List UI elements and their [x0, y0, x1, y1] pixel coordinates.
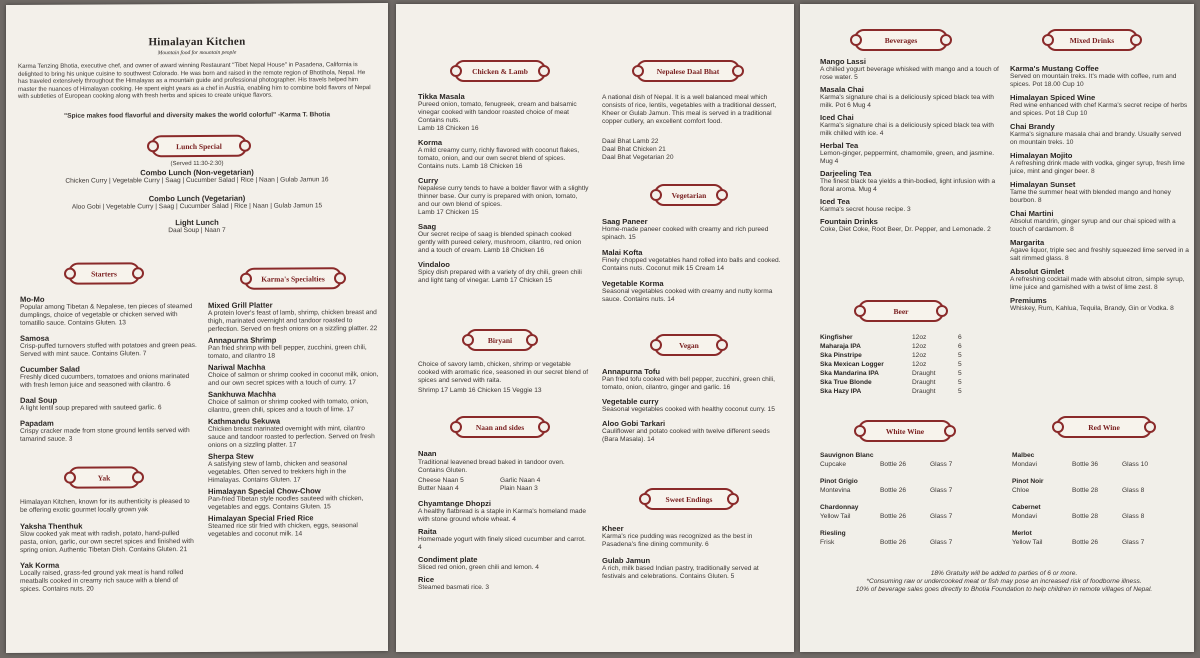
light-lunch-title: Light Lunch — [175, 217, 219, 228]
menu-item-desc: Choice of salmon or shrimp cooked in coconut milk, onion, and our own secret spices with a touch of curry. 17 — [208, 371, 379, 387]
menu-item — [208, 451, 380, 485]
beer-price: 5 — [958, 379, 962, 386]
menu-item-desc: A refreshing cocktail made with absolut citron, simple syrup, lime juice and garnished with a twist of lime zest. 8 — [1010, 276, 1185, 291]
menu-item — [602, 248, 782, 273]
menu-item-desc: Karma's signature masala chai and brandy. Usually served on mountain treks. 10 — [1010, 131, 1182, 146]
menu-item-desc: Pan-fried Tibetan style noodles sauteed with chicken, vegetables and eggs. Contains Gluten. 15 — [208, 495, 364, 511]
menu-item-name: Daal Soup — [20, 395, 58, 405]
beer-price: 5 — [958, 370, 962, 377]
menu-item-name: Cucumber Salad — [20, 364, 80, 374]
yak-intro: Himalayan Kitchen, known for its authenticity is pleased to be offering exotic gourmet locally grown yak — [20, 498, 190, 514]
menu-item-desc: Lemon-ginger, peppermint, chamomile, green, and jasmine. Mug 4 — [820, 150, 995, 165]
menu-item — [602, 279, 782, 304]
menu-item-name: Himalayan Sunset — [1010, 180, 1076, 189]
menu-item — [1010, 267, 1190, 292]
vegetarian-badge: Vegetarian — [654, 184, 724, 206]
wine-glass-price: Glass 8 — [1122, 487, 1145, 494]
menu-panel-left — [6, 3, 388, 653]
menu-item-name: Curry — [418, 176, 439, 185]
menu-item — [602, 367, 782, 392]
wine-name: Pinot Noir — [1012, 478, 1044, 485]
menu-item-desc: Red wine enhanced with chef Karma's secret recipe of herbs and spices. Pot 18 Cup 10 — [1010, 102, 1188, 117]
white-wine-list — [820, 452, 990, 552]
beverages-badge: Beverages — [854, 29, 948, 51]
menu-item-name: Sankhuwa Machha — [208, 389, 276, 399]
wine-name: Riesling — [820, 530, 846, 537]
chicken-lamb-badge: Chicken & Lamb — [454, 60, 546, 82]
menu-item — [1010, 122, 1190, 147]
menu-item-name: Masala Chai — [820, 85, 864, 94]
menu-item-name: Chyamtange Dhopzi — [418, 499, 491, 508]
combo-veg-title: Combo Lunch (Vegetarian) — [148, 193, 246, 204]
menu-item-desc: Karma's signature chai is a deliciously spiced black tea with milk. Pot 6 Mug 4 — [820, 94, 994, 109]
menu-item-desc: A refreshing drink made with vodka, ginger syrup, fresh lime juice, mint and ginger beer. 8 — [1010, 160, 1185, 175]
vegetarian-list — [602, 217, 782, 310]
naan-desc: Traditional leavened bread baked in tandoor oven. Contains Gluten. — [418, 459, 565, 474]
menu-item — [602, 397, 782, 414]
menu-item-name: Annapurna Tofu — [602, 367, 661, 376]
menu-item — [208, 513, 380, 539]
beer-name: Ska Mexican Logger — [820, 361, 884, 368]
lunch-time: (Served 11:30-2:30) — [170, 160, 224, 168]
red-wine-badge: Red Wine — [1056, 416, 1152, 438]
menu-item — [208, 389, 380, 415]
sides-list — [418, 499, 590, 595]
menu-item — [820, 197, 1000, 214]
menu-item-name: Aloo Gobi Tarkari — [602, 419, 666, 428]
menu-item-desc: Coke, Diet Coke, Root Beer, Dr. Pepper, and Lemonade. 2 — [820, 226, 991, 233]
beer-size: Draught — [912, 370, 936, 377]
biryani-desc: Choice of savory lamb, chicken, shrimp or vegetable cooked with aromatic rice, seasoned in our secret blend of spices and served with raita. — [418, 361, 589, 384]
menu-item-desc: A protein lover's feast of lamb, shrimp, chicken breast and thigh, marinated overnight and tandoor roasted to perfection. Served on fresh onions on a sizzling platter. 22 — [208, 309, 378, 333]
white-wine-badge: White Wine — [858, 420, 952, 442]
naan-left: Cheese Naan 5 Butter Naan 4 — [418, 477, 464, 492]
menu-item-desc: Karma's signature chai is a deliciously spiced black tea with milk chilled with ice. 4 — [820, 122, 994, 137]
wine-glass-price: Glass 7 — [930, 487, 953, 494]
menu-item — [208, 416, 380, 450]
beer-name: Ska Mandarina IPA — [820, 370, 879, 377]
menu-item — [820, 57, 1000, 82]
menu-item — [418, 92, 590, 133]
menu-item — [820, 85, 1000, 110]
wine-bottle-price: Bottle 26 — [1072, 539, 1099, 546]
specialties-badge: Karma's Specialties — [244, 267, 342, 290]
menu-item-name: Absolut Gimlet — [1010, 267, 1065, 276]
beer-size: 12oz — [912, 352, 927, 359]
menu-item-name: Nariwal Machha — [208, 362, 266, 372]
menu-item-desc: Absolut mandrin, ginger syrup and our chai spiced with a touch of cardamom. 8 — [1010, 218, 1176, 233]
menu-item-name: Mixed Grill Platter — [208, 300, 273, 310]
menu-item-name: Vindaloo — [418, 260, 450, 269]
biryani-badge: Biryani — [466, 329, 534, 351]
mixed-drinks-list — [1010, 64, 1190, 317]
menu-item — [1010, 296, 1190, 313]
menu-item — [820, 141, 1000, 166]
menu-item — [418, 499, 590, 524]
menu-item-name: Kathmandu Sekuwa — [208, 416, 281, 426]
chef-intro: Karma Tenzing Bhotia, executive chef, and owner of award winning Restaurant "Tibet Nepal House" in Pasadena, California is delighted to bring his unique cuisine to southwest Colorado. He was born and raised in the remote region of Bhotihola, Nepal. He has traveled extensively throughout the Himalayas as a mountain guide and professional photographer. His travels helped him master the nuances of Himalayan cooking. He spent eight years as a chef in Austria, enabling him to combine bold flavors of Nepal with subtleties of European cooking along with fresh herbs and spices to create unique flavors. — [18, 61, 371, 101]
menu-item-name: Saag — [418, 222, 437, 231]
beer-size: Draught — [912, 379, 936, 386]
menu-item-desc: Chicken breast marinated overnight with mint, cilantro sauce and tandoor roasted to perfection. Served on fresh onions on a sizzling platter. 17 — [208, 425, 375, 449]
daal-prices: Daal Bhat Lamb 22 Daal Bhat Chicken 21 Daal Bhat Vegetarian 20 — [602, 138, 674, 161]
naan-title: Naan — [418, 449, 437, 458]
wine-brand: Mondavi — [1012, 461, 1037, 468]
naan-right: Garlic Naan 4 Plain Naan 3 — [500, 477, 541, 492]
red-wine-list — [1012, 452, 1182, 552]
menu-item-desc: A mild creamy curry, richly flavored with coconut flakes, tomato, onion, and our own secret blend of spices. Contains nuts. Lamb 18 Chicken 16 — [418, 147, 580, 170]
menu-item — [418, 138, 590, 171]
wine-brand: Mondavi — [1012, 513, 1037, 520]
wine-brand: Yellow Tail — [1012, 539, 1043, 546]
menu-item-name: Malai Kofta — [602, 248, 643, 257]
menu-item — [820, 217, 1000, 234]
menu-item-desc: Cauliflower and potato cooked with twelve different seeds (Bara Masala). 14 — [602, 428, 770, 443]
menu-item-desc: Slow cooked yak meat with radish, potato, hand-pulled pasta, onion, garlic, our own secret spices and finished with spring onion. Authentic Tibetan Dish. Contains Gluten. 21 — [20, 530, 194, 554]
menu-item-name: Sherpa Stew — [208, 451, 254, 461]
menu-item-desc: Pureed onion, tomato, fenugreek, cream and balsamic vinegar cooked with tandoor roasted choice of meat Contains nuts. — [418, 101, 577, 124]
lunch-special-badge: Lunch Special — [151, 135, 247, 158]
menu-item-desc: A chilled yogurt beverage whisked with mango and a touch of rose water. 5 — [820, 66, 999, 81]
menu-item — [418, 260, 590, 285]
menu-panel-right — [800, 4, 1194, 652]
wine-bottle-price: Bottle 26 — [880, 487, 907, 494]
wine-name: Malbec — [1012, 452, 1035, 459]
menu-item-desc: Served on mountain treks. It's made with coffee, rum and spices. Pot 18.00 Cup 10 — [1010, 73, 1177, 88]
menu-item-name: Fountain Drinks — [820, 217, 878, 226]
wine-name: Cabernet — [1012, 504, 1041, 511]
wine-bottle-price: Bottle 26 — [880, 461, 907, 468]
beer-price: 6 — [958, 343, 962, 350]
menu-item-name: Chai Martini — [1010, 209, 1054, 218]
menu-item-desc: Seasonal vegetables cooked with creamy and nutty korma sauce. Contains nuts. 14 — [602, 288, 773, 303]
beer-name: Ska True Blonde — [820, 379, 872, 386]
menu-item — [20, 294, 198, 328]
biryani-price: Shrimp 17 Lamb 16 Chicken 15 Veggie 13 — [418, 387, 542, 394]
menu-item — [418, 222, 590, 255]
menu-item — [208, 335, 380, 361]
menu-item — [602, 524, 782, 549]
beer-name: Kingfisher — [820, 334, 853, 341]
menu-item-name: Mango Lassi — [820, 57, 866, 66]
menu-item-desc: Spicy dish prepared with a variety of dry chili, green chili and light tang of vinegar. Lamb 17 Chicken 15 — [418, 269, 582, 284]
menu-item-desc: Steamed rice stir fried with chicken, eggs, seasonal vegetables and coconut milk. 14 — [208, 522, 358, 538]
beer-size: 12oz — [912, 334, 927, 341]
wine-bottle-price: Bottle 36 — [1072, 461, 1099, 468]
starters-badge: Starters — [68, 262, 140, 284]
beer-price: 5 — [958, 352, 962, 359]
menu-item — [1010, 93, 1190, 118]
wine-bottle-price: Bottle 26 — [880, 513, 907, 520]
wine-brand: Frisk — [820, 539, 835, 546]
wine-glass-price: Glass 8 — [1122, 513, 1145, 520]
menu-item — [602, 217, 782, 242]
menu-item-name: Saag Paneer — [602, 217, 648, 226]
beer-size: 12oz — [912, 343, 927, 350]
restaurant-title: Himalayan Kitchen — [148, 35, 246, 49]
combo-nonveg-desc: Chicken Curry | Vegetable Curry | Saag | Cucumber Salad | Rice | Naan | Gulab Jamun 16 — [65, 176, 329, 185]
menu-item-name: Himalayan Special Chow-Chow — [208, 486, 321, 496]
menu-item-price: Lamb 18 Chicken 16 — [418, 125, 479, 132]
starters-list — [20, 294, 198, 450]
menu-item-desc: Crisp-puffed turnovers stuffed with potatoes and green peas. Served with mint sauce. Contains Gluten. 7 — [20, 342, 197, 358]
menu-item-name: Yak Korma — [20, 560, 60, 570]
menu-item — [1010, 64, 1190, 89]
menu-item — [1010, 180, 1190, 205]
beer-name: Ska Hazy IPA — [820, 388, 862, 395]
menu-item-name: Himalayan Mojito — [1010, 151, 1073, 160]
menu-item-desc: Pan fried tofu cooked with bell pepper, zucchini, green chili, tomato, onion, cilantro, ginger and garlic. 16 — [602, 376, 776, 391]
footer-notes: 18% Gratuity will be added to parties of 6 or more. *Consuming raw or undercooked meat or fish may pose an increased risk of foodborne illness. 10% of beverage sales goes directly to Bhotia Foundation to help children in remote villages of Nepal. — [855, 570, 1153, 593]
menu-item — [418, 527, 590, 552]
menu-item-desc: Popular among Tibetan & Nepalese, ten pieces of steamed dumplings, choice of vegetable or chicken served with tomatillo sauce. Contains Gluten. 13 — [20, 303, 193, 327]
menu-item-desc: Freshly diced cucumbers, tomatoes and onions marinated with fresh lemon juice and seasoned with cilantro. 6 — [20, 373, 190, 389]
menu-item-desc: A rich, milk based Indian pastry, traditionally served at festivals and celebrations. Contains Gluten. 5 — [602, 565, 759, 580]
menu-item-name: Vegetable Korma — [602, 279, 664, 288]
beer-size: Draught — [912, 388, 936, 395]
menu-item-desc: Locally raised, grass-fed ground yak meat is hand rolled meatballs cooked in creamy rich sauce with a blend of spices. Contains nuts. 20 — [20, 569, 184, 593]
wine-brand: Montevina — [820, 487, 851, 494]
beer-price: 6 — [958, 334, 962, 341]
beer-price: 5 — [958, 388, 962, 395]
menu-item — [20, 418, 198, 444]
menu-item-desc: Tame the summer heat with blended mango and honey bourbon. 8 — [1010, 189, 1171, 204]
menu-item-name: Samosa — [20, 333, 50, 343]
menu-item-name: Premiums — [1010, 296, 1047, 305]
menu-item — [820, 113, 1000, 138]
tagline: Mountain food for mountain people — [157, 49, 237, 57]
wine-bottle-price: Bottle 28 — [1072, 513, 1099, 520]
menu-item-desc: Pan fried shrimp with bell pepper, zucchini, green chili, tomato, and cilantro 18 — [208, 344, 367, 360]
menu-item-desc: Homemade yogurt with finely sliced cucumber and carrot. 4 — [418, 536, 586, 551]
wine-bottle-price: Bottle 28 — [1072, 487, 1099, 494]
menu-item-name: Darjeeling Tea — [820, 169, 872, 178]
combo-nonveg-title: Combo Lunch (Non-vegetarian) — [140, 167, 254, 178]
menu-item-name: Korma — [418, 138, 443, 147]
chef-quote: "Spice makes food flavorful and diversity makes the world colorful" -Karma T. Bhotia — [63, 111, 331, 120]
vegan-badge: Vegan — [654, 334, 724, 356]
light-lunch-desc: Daal Soup | Naan 7 — [168, 226, 226, 235]
menu-item-desc: Whiskey, Rum, Kahlua, Tequila, Brandy, Gin or Vodka. 8 — [1010, 305, 1174, 312]
menu-item-name: Kheer — [602, 524, 624, 533]
menu-item-name: Herbal Tea — [820, 141, 859, 150]
menu-item — [602, 556, 782, 581]
wine-name: Merlot — [1012, 530, 1032, 537]
wine-glass-price: Glass 7 — [930, 513, 953, 520]
menu-item — [418, 555, 590, 572]
menu-item-desc: Sliced red onion, green chili and lemon. 4 — [418, 564, 539, 571]
menu-item-price: Lamb 17 Chicken 15 — [418, 209, 479, 216]
menu-item-name: Iced Tea — [820, 197, 850, 206]
daal-bhat-badge: Nepalese Daal Bhat — [636, 60, 740, 82]
beer-size: 12oz — [912, 361, 927, 368]
menu-item-name: Margarita — [1010, 238, 1045, 247]
menu-item — [208, 486, 380, 512]
beer-name: Maharaja IPA — [820, 343, 861, 350]
menu-item-name: Karma's Mustang Coffee — [1010, 64, 1099, 73]
menu-item — [20, 364, 198, 390]
menu-item — [208, 300, 380, 334]
menu-item-desc: Finely chopped vegetables hand rolled into balls and cooked. Contains nuts. Coconut milk 15 Cream 14 — [602, 257, 781, 272]
naan-badge: Naan and sides — [454, 416, 546, 438]
wine-glass-price: Glass 7 — [930, 539, 953, 546]
beer-list — [820, 334, 970, 404]
menu-item-name: Papadam — [20, 418, 54, 428]
beer-badge: Beer — [858, 300, 944, 322]
yak-list — [20, 521, 198, 600]
yak-badge: Yak — [68, 466, 140, 488]
menu-item-name: Gulab Jamun — [602, 556, 651, 565]
menu-item — [20, 560, 198, 594]
wine-brand: Chloe — [1012, 487, 1030, 494]
wine-name: Chardonnay — [820, 504, 859, 511]
menu-item — [602, 419, 782, 444]
beverages-list — [820, 57, 1000, 237]
menu-item-name: Iced Chai — [820, 113, 854, 122]
wine-brand: Cupcake — [820, 461, 847, 468]
menu-item-desc: A satisfying stew of lamb, chicken and seasonal vegetables. Often served to trekkers high in the Himalayas. Contains Gluten. 17 — [208, 460, 348, 484]
wine-name: Sauvignon Blanc — [820, 452, 874, 459]
wine-brand: Yellow Tail — [820, 513, 851, 520]
wine-bottle-price: Bottle 26 — [880, 539, 907, 546]
menu-item-desc: Crispy cracker made from stone ground lentils served with tamarind sauce. 3 — [20, 427, 190, 443]
menu-item — [20, 333, 198, 359]
menu-item — [418, 176, 590, 217]
menu-item-desc: A light lentil soup prepared with sauteed garlic. 6 — [20, 404, 162, 412]
menu-item-name: Rice — [418, 575, 435, 584]
beer-price: 5 — [958, 361, 962, 368]
wine-glass-price: Glass 7 — [930, 461, 953, 468]
menu-item-name: Condiment plate — [418, 555, 478, 564]
daal-desc: A national dish of Nepal. It is a well balanced meal which consists of rice, lentils, vegetables with a traditional dessert, Kheer or Gulab Jamun. This meal is served in a traditional copper cutlery, an excellent comfort food. — [602, 94, 777, 125]
combo-veg-desc: Aloo Gobi | Vegetable Curry | Saag | Cucumber Salad | Rice | Naan | Gulab Jamun 15 — [71, 202, 323, 211]
menu-item — [208, 362, 380, 388]
menu-item-desc: Seasonal vegetables cooked with healthy coconut curry. 15 — [602, 406, 775, 413]
menu-item-name: Vegetable curry — [602, 397, 659, 406]
menu-item — [1010, 209, 1190, 234]
menu-item-name: Yaksha Thenthuk — [20, 521, 83, 531]
menu-item — [20, 395, 198, 413]
menu-item-desc: Steamed basmati rice. 3 — [418, 584, 490, 591]
menu-item — [820, 169, 1000, 194]
menu-item-desc: Karma's rice pudding was recognized as the best in Pasadena's fine dining community. 6 — [602, 533, 753, 548]
menu-item-name: Chai Brandy — [1010, 122, 1055, 131]
menu-item-desc: Karma's secret house recipe. 3 — [820, 206, 911, 213]
beer-name: Ska Pinstripe — [820, 352, 862, 359]
menu-item — [1010, 151, 1190, 176]
wine-name: Pinot Grigio — [820, 478, 858, 485]
mixed-drinks-badge: Mixed Drinks — [1046, 29, 1138, 51]
menu-item-desc: The finest black tea yields a thin-bodied, light infusion with a floral aroma. Mug 4 — [820, 178, 996, 193]
vegan-list — [602, 367, 782, 449]
specialties-list — [208, 300, 380, 541]
wine-glass-price: Glass 7 — [1122, 539, 1145, 546]
menu-item — [418, 575, 590, 592]
menu-item-desc: Choice of salmon or shrimp cooked with tomato, onion, cilantro, green chili, spices and a touch of lime. 17 — [208, 398, 369, 414]
menu-item-desc: A healthy flatbread is a staple in Karma's homeland made with stone ground whole wheat. 4 — [418, 508, 587, 523]
menu-item-desc: Agave liquor, triple sec and freshly squeezed lime served in a salt rimmed glass. 8 — [1010, 247, 1189, 262]
menu-item-desc: Home-made paneer cooked with creamy and rich pureed spinach. 15 — [602, 226, 769, 241]
menu-item-name: Tikka Masala — [418, 92, 465, 101]
menu-item — [1010, 238, 1190, 263]
menu-item-name: Annapurna Shrimp — [208, 335, 277, 345]
wine-glass-price: Glass 10 — [1122, 461, 1149, 468]
menu-item-name: Himalayan Spiced Wine — [1010, 93, 1096, 102]
chicken-list — [418, 92, 590, 290]
menu-item-name: Raita — [418, 527, 437, 536]
sweet-endings-badge: Sweet Endings — [643, 488, 735, 510]
menu-item-name: Himalayan Special Fried Rice — [208, 513, 314, 523]
menu-item — [20, 521, 198, 555]
menu-item-desc: Nepalese curry tends to have a bolder flavor with a slightly thinner base. Our curry is prepared with onion, tomato, and our own blend of spices. — [418, 185, 589, 208]
sweets-list — [602, 524, 782, 588]
menu-item-desc: Our secret recipe of saag is blended spinach cooked gently with pureed celery, mushroom, cilantro, red onion and a touch of cream. Lamb 18 Chicken 16 — [418, 231, 582, 254]
menu-item-name: Mo-Mo — [20, 294, 45, 304]
menu-panel-middle — [396, 4, 794, 652]
